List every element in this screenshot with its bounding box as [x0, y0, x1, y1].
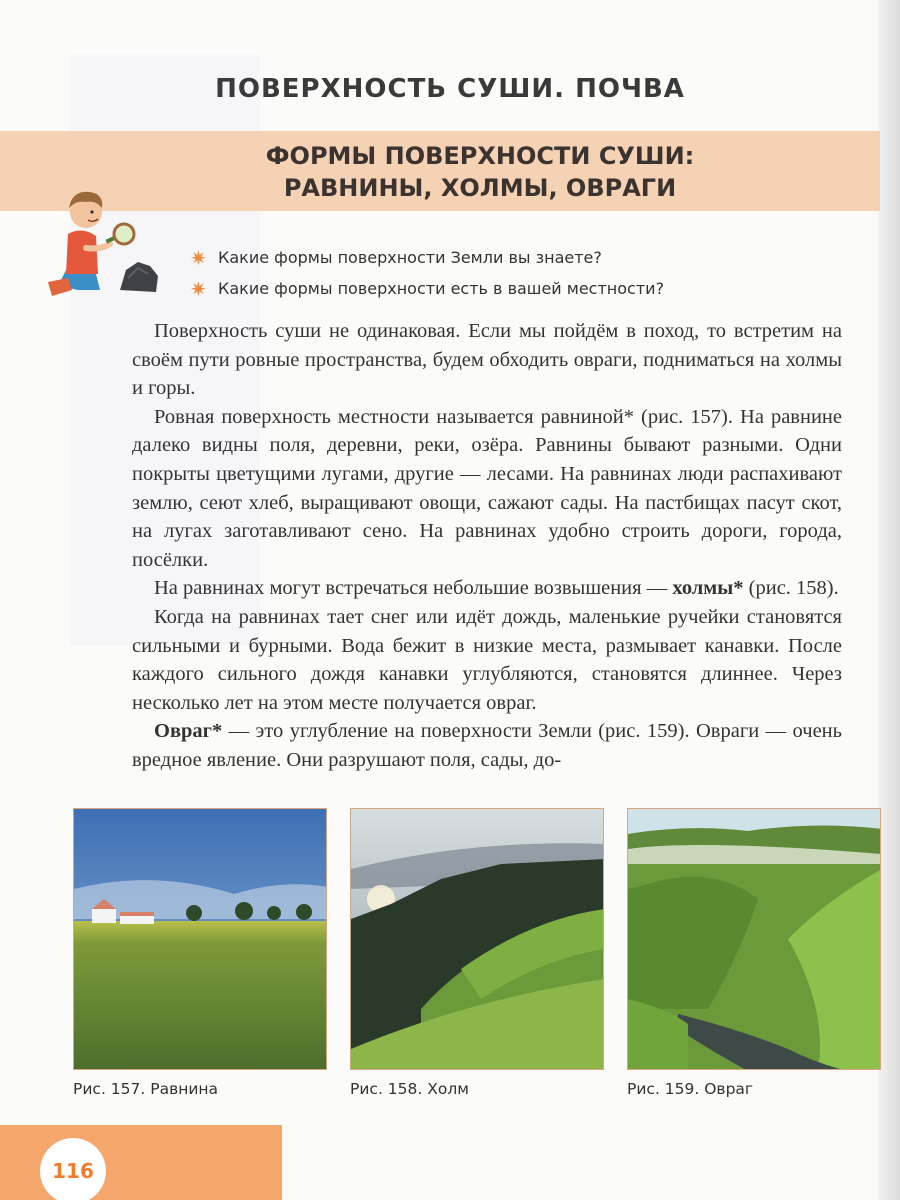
plain-image — [74, 809, 327, 1070]
intro-questions — [190, 242, 664, 304]
figures-row — [73, 808, 883, 1108]
question-text: Какие формы поверхности есть в вашей местности? — [218, 279, 665, 298]
hill-image — [351, 809, 604, 1070]
figure-hill — [350, 808, 604, 1098]
term-ravine: Овраг* — [154, 720, 223, 743]
question-item — [190, 242, 664, 273]
term-hills: холмы* — [672, 577, 744, 600]
paragraph-3-text: На равнинах могут встречаться небольшие возвышения — — [154, 577, 673, 600]
figure-plain — [73, 808, 327, 1098]
figure-ravine — [627, 808, 881, 1098]
plain-photo — [73, 808, 327, 1070]
paragraph-4: Когда на равнинах тает снег или идёт дождь, маленькие ручейки становятся сильными и бурными. Вода бежит в низкие места, размывает канавки. После каждого сильного дождя канавки углубляются, становятся длиннее. Через несколько лет на этом месте получается овраг. — [132, 605, 842, 714]
body-text — [132, 317, 842, 775]
figure-caption: Рис. 157. Равнина — [73, 1080, 219, 1098]
paragraph-3-ref: (рис. 158). — [743, 577, 839, 600]
lesson-title-line-1: ФОРМЫ ПОВЕРХНОСТИ СУШИ: — [265, 142, 695, 170]
ravine-image — [628, 809, 881, 1070]
lesson-title — [220, 140, 740, 204]
paragraph-5 — [132, 717, 842, 774]
page-number: 116 — [40, 1138, 106, 1200]
star-bullet-icon: ✷ — [190, 276, 207, 301]
boy-with-magnifier-illustration — [38, 178, 178, 303]
paragraph-1: Поверхность суши не одинаковая. Если мы пойдём в поход, то встретим на своём пути ровные пространства, будем обходить овраги, подниматься на холмы и горы. — [132, 320, 842, 400]
paragraph-5-text: — это углубление на поверхности Земли (рис. 159). Овраги — очень вредное явление. Они разрушают поля, сады, до- — [132, 720, 842, 771]
star-bullet-icon: ✷ — [190, 245, 207, 270]
ravine-photo — [627, 808, 881, 1070]
hill-photo — [350, 808, 604, 1070]
paragraph-3 — [132, 574, 842, 603]
question-item — [190, 273, 664, 304]
figure-caption: Рис. 158. Холм — [350, 1080, 469, 1098]
figure-caption: Рис. 159. Овраг — [627, 1080, 754, 1098]
paragraph-2: Ровная поверхность местности называется равниной* (рис. 157). На равнине далеко видны поля, деревни, реки, озёра. Равнины бывают разными. Одни покрыты цветущими лугами, другие — лесами. На равнинах люди распахивают землю, сеют хлеб, выращивают овощи, сажают сады. На пастбищах пасут скот, на лугах заготавливают сено. На равнинах удобно строить дороги, города, посёлки. — [132, 405, 842, 571]
question-text: Какие формы поверхности Земли вы знаете? — [218, 248, 602, 267]
lesson-title-line-2: РАВНИНЫ, ХОЛМЫ, ОВРАГИ — [283, 174, 677, 202]
chapter-title: ПОВЕРХНОСТЬ СУШИ. ПОЧВА — [215, 74, 685, 104]
